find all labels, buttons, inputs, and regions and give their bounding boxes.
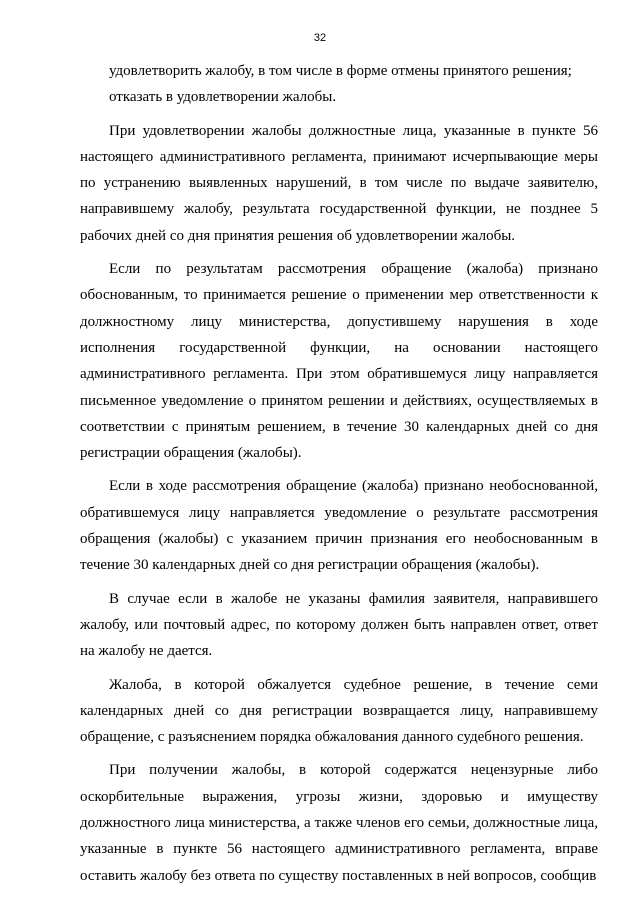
paragraph-4: Если по результатам рассмотрения обращение (жалоба) признано обоснованным, то принимается решение о применении мер ответственности к должностному лицу министерства, допустившему нарушения в ходе исполнения государственной функции, на основании настоящего административного регламента. При этом обратившемуся лицу направляется письменное уведомление о принятом решении и действиях, осуществляемых в соответствии с принятым решением, в течение 30 календарных дней со дня регистрации обращения (жалобы). xyxy=(80,261,598,462)
paragraph-3: При удовлетворении жалобы должностные лица, указанные в пункте 56 настоящего административного регламента, принимают исчерпывающие меры по устранению выявленных нарушений, в том числе по выдаче заявителю, направившему жалобу, результата государственной функции, не позднее 5 рабочих дней со дня принятия решения об удовлетворении жалобы. xyxy=(80,122,598,244)
paragraph-2: отказать в удовлетворении жалобы. xyxy=(109,89,337,106)
paragraph-6: В случае если в жалобе не указаны фамилия заявителя, направившего жалобу, или почтовый адрес, по которому должен быть направлен ответ, ответ на жалобу не дается. xyxy=(80,590,598,660)
paragraph-7: Жалоба, в которой обжалуется судебное решение, в течение семи календарных дней со дня регистрации возвращается лицу, направившему обращение, с разъяснением порядка обжалования данного судебного решения. xyxy=(80,676,598,746)
paragraph-5: Если в ходе рассмотрения обращение (жалоба) признано необоснованной, обратившемуся лицу направляется уведомление о результате рассмотрения обращения (жалобы) с указанием причин признания его необоснованным в течение 30 календарных дней со дня регистрации обращения (жалобы). xyxy=(80,478,598,574)
paragraph-1: удовлетворить жалобу, в том числе в форме отмены принятого решения; xyxy=(109,63,572,79)
page-number: 32 xyxy=(313,32,327,44)
paragraph-8: При получении жалобы, в которой содержатся нецензурные либо оскорбительные выражения, угрозы жизни, здоровью и имуществу должностного лица министерства, а также членов его семьи, должностные лица, указанные в пункте 56 настоящего административного регламента, вправе оставить жалобу без ответа по существу поставленных в ней вопросов, сообщив xyxy=(80,762,598,884)
document-body xyxy=(80,58,598,889)
